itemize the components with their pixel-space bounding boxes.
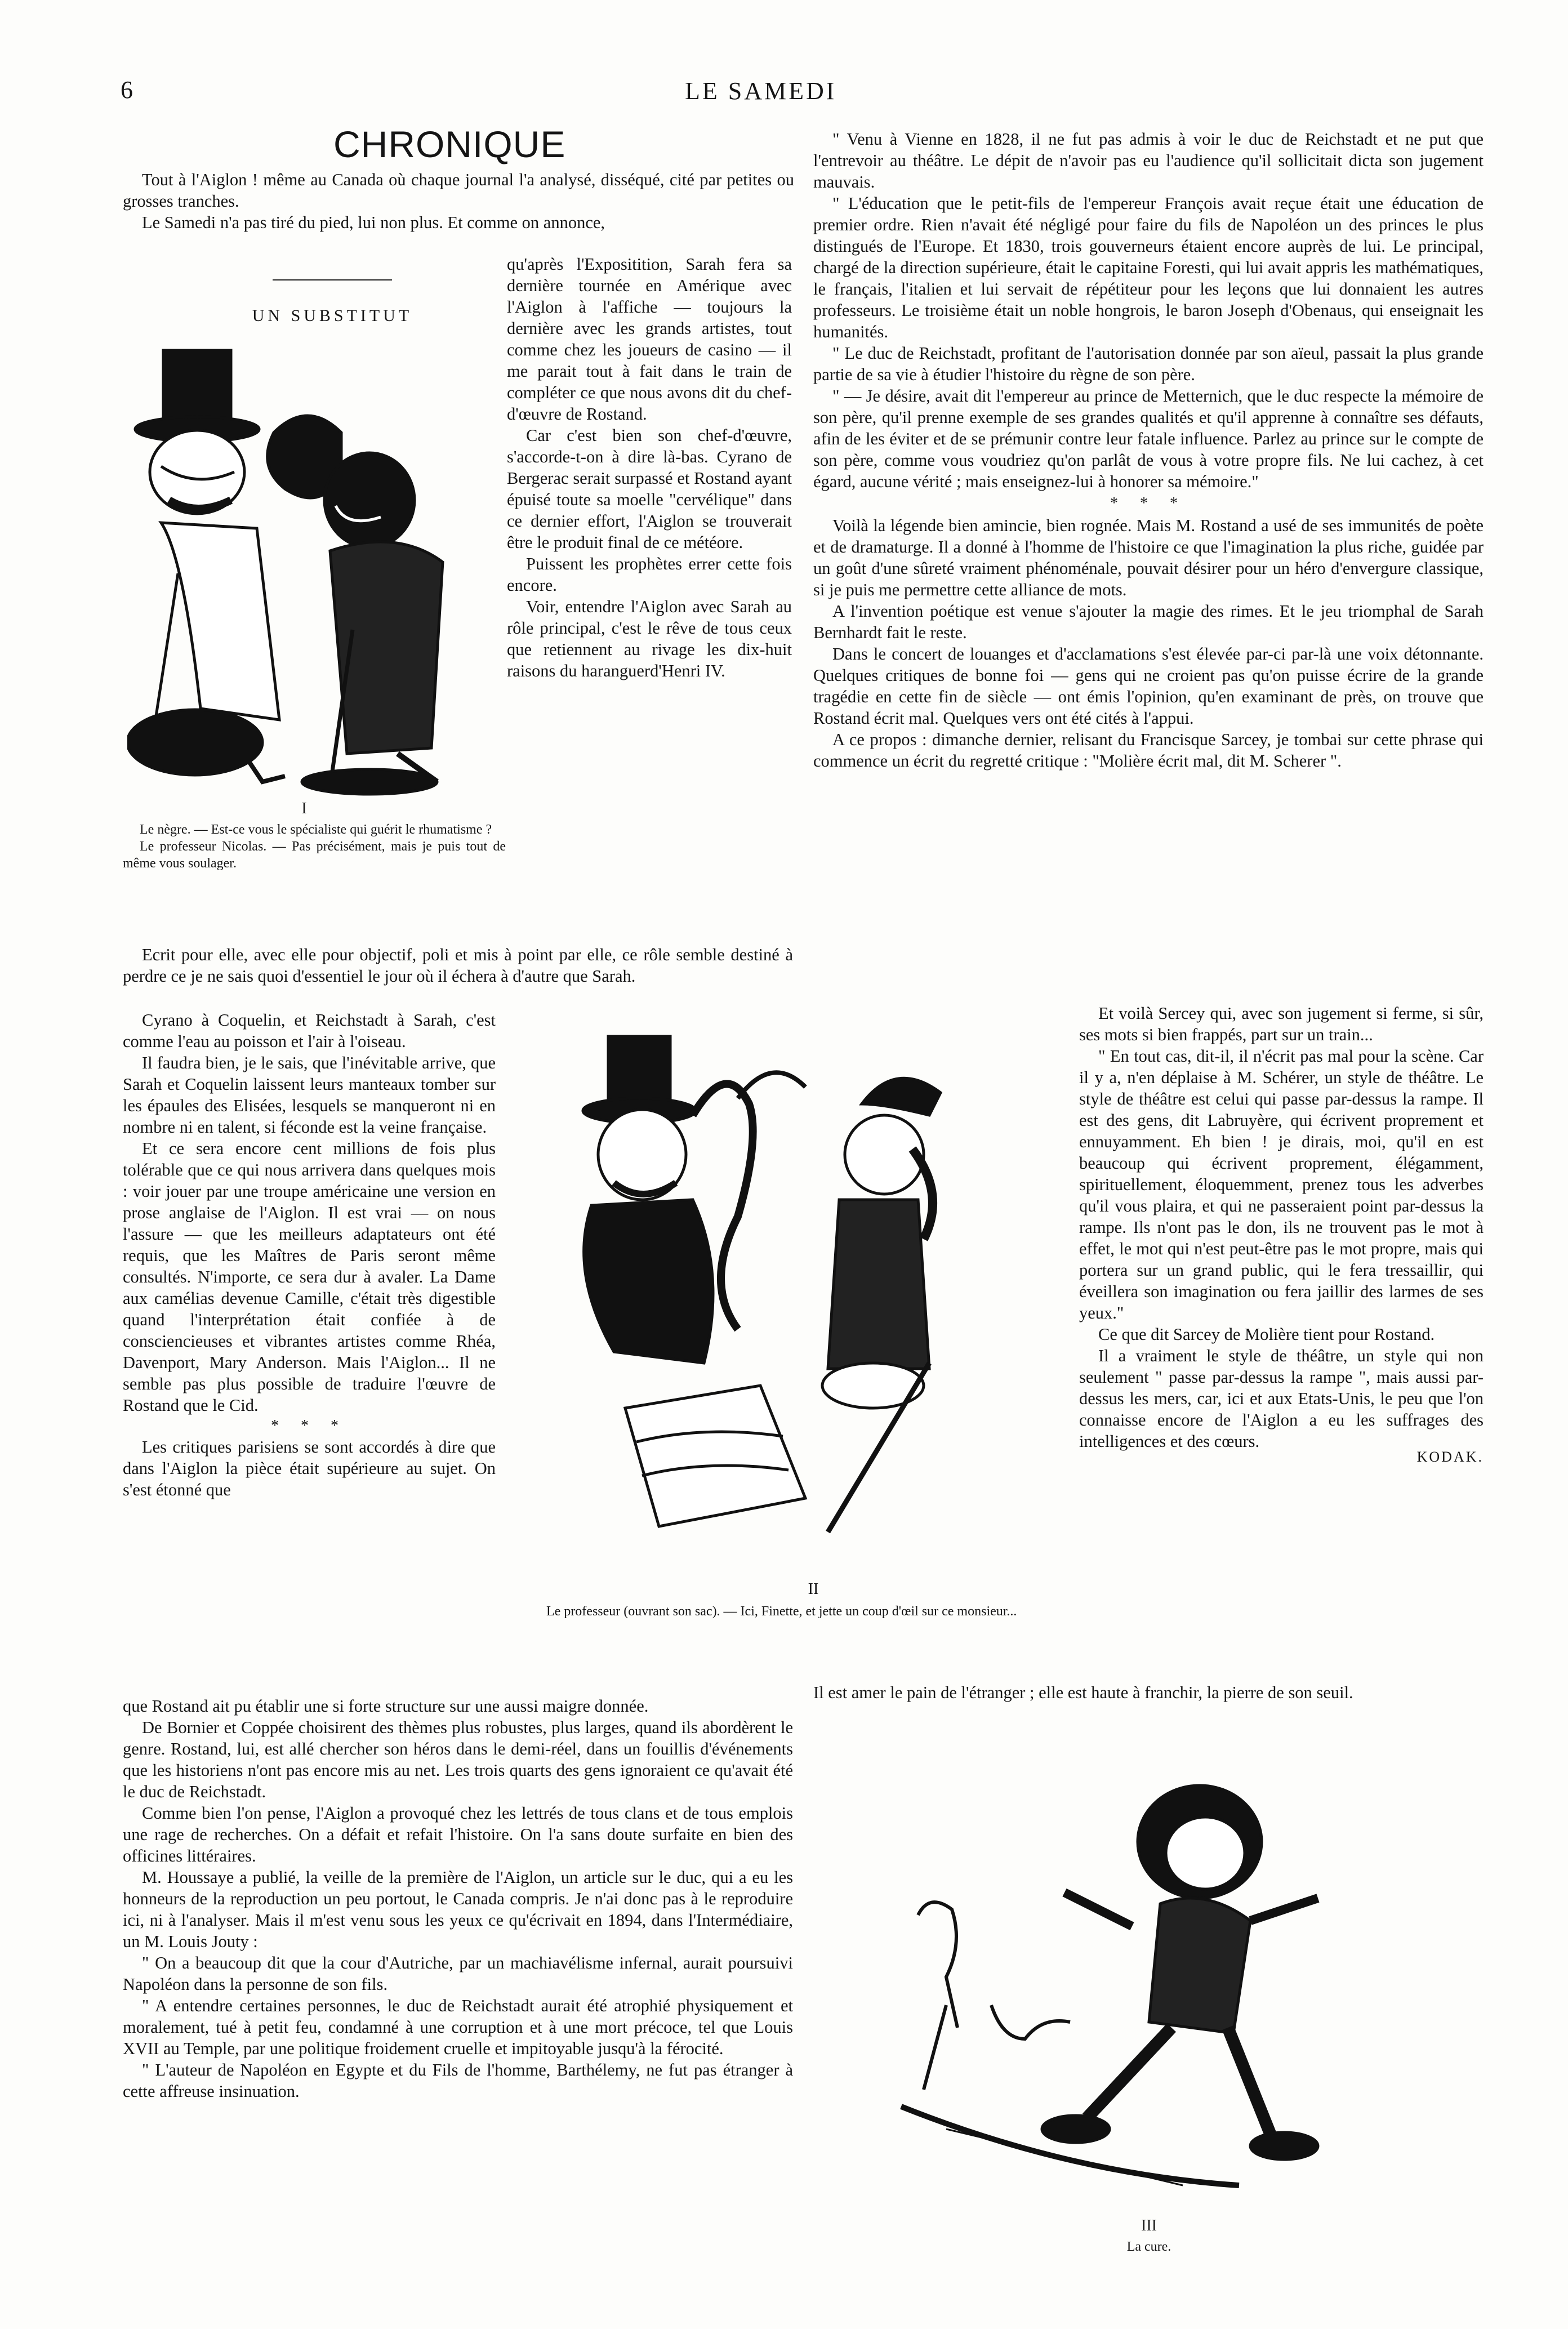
section-stars: * * * xyxy=(271,1417,348,1435)
paragraph: Comme bien l'on pense, l'Aiglon a provoqué chez les lettrés de tous clans et de tous emplois une rage de recherches. On a défait et refait l'histoire. On l'a sans doute surfaite en bien des officines littéraires. xyxy=(123,1803,793,1865)
page-number: 6 xyxy=(121,76,133,104)
paragraph: Il est amer le pain de l'étranger ; elle est haute à franchir, la pierre de son seuil. xyxy=(813,1683,1353,1702)
paragraph: " L'auteur de Napoléon en Egypte et du Fils de l'homme, Barthélemy, ne fut pas étranger à cette affreuse insinuation. xyxy=(123,2060,793,2101)
cartoon-running-man-image xyxy=(867,1769,1431,2208)
paragraph: " Venu à Vienne en 1828, il ne fut pas admis à voir le duc de Reichstadt et ne put que l'entrevoir au théâtre. Le dépit de n'avoir pas eu l'audience qu'il sollicitait dicta son jugement mauvais. xyxy=(813,130,1484,192)
section-stars: * * * xyxy=(1110,495,1187,512)
right-narrow-column xyxy=(1079,1003,1484,1466)
paragraph: Car c'est bien son chef-d'œuvre, s'accorde-t-on à dire là-bas. Cyrano de Bergerac serait surpassé et Rostand ayant épuisé toute sa moelle "cervélique" dans ce dernier effort, l'Aiglon se trouverait être le produit final de ce météore. xyxy=(507,426,792,552)
section-subhead: UN SUBSTITUT xyxy=(252,306,413,325)
paragraph: De Bornier et Coppée choisirent des thèmes plus robustes, plus larges, quand ils abordèrent le genre. Rostand, lui, est allé chercher son héros dans le demi-réel, dans un fouillis d'événements que les historiens n'ont pas encore mis au net. Les trois quarts des gens ignoraient ce qu'avait été le duc de Reichstadt. xyxy=(123,1718,793,1801)
paragraph: Et ce sera encore cent millions de fois plus tolérable que ce qui nous arrivera dans quelques mois : voir jouer par une troupe américaine une version en prose anglaise de l'Aiglon. Il est vrai — on nous l'assure — que les meilleurs adaptateurs ont été requis, que les Maîtres de Paris seront même consultés. N'importe, ce sera dur à avaler. La Dame aux camélias devenue Camille, c'était très digestible quand l'interprétation était confiée à de consciencieuses et vibrantes artistes comme Rhéa, Davenport, Mary Anderson. Mais l'Aiglon... Il ne semble pas plus possible de traduire l'œuvre de Rostand que le Cid. xyxy=(123,1139,496,1415)
caption-text: Le professeur Nicolas. — Pas précisément, mais je puis tout de même vous soulager. xyxy=(123,839,506,871)
paragraph: Le Samedi n'a pas tiré du pied, lui non plus. Et comme on annonce, xyxy=(142,213,605,232)
paragraph: que Rostand ait pu établir une si forte structure sur une aussi maigre donnée. xyxy=(123,1696,649,1716)
newspaper-title: LE SAMEDI xyxy=(685,77,837,105)
paragraph: Il faudra bien, je le sais, que l'inévitable arrive, que Sarah et Coquelin laissent leurs manteaux tomber sur les épaules des Elisées, lesquels se manqueront ni en nombre ni en talent, si féconde est la veine française. xyxy=(123,1053,496,1137)
paragraph: qu'après l'Expositition, Sarah fera sa dernière tournée en Amérique avec l'Aiglon à l'affiche — toujours la dernière avec les grands artistes, tout comme chez les joueurs de casino — il me parait tout à fait dans le train de compléter ce que nous avons dit du chef-d'œuvre de Rostand. xyxy=(507,255,792,424)
left-column-block xyxy=(123,1009,496,1500)
paragraph: Voilà la légende bien amincie, bien rognée. Mais M. Rostand a usé de ses immunités de poète et de dramaturge. Il a donné à l'homme de l'histoire ce que l'imagination la plus riche, guidée par un goût d'une sûreté vraiment phénoménale, pouvait désirer pour un héro d'envergure classique, si je puis me permettre cette alliance de mots. xyxy=(813,516,1484,599)
figure-caption xyxy=(529,1603,1048,1620)
paragraph: A l'invention poétique est venue s'ajouter la magie des rimes. Et le jeu triomphal de Sarah Bernhardt fait le reste. xyxy=(813,602,1484,642)
right-column-top xyxy=(813,128,1484,772)
paragraph: " — Je désire, avait dit l'empereur au prince de Metternich, que le duc respecte la mémoire de son père, qu'il prenne exemple de ses grandes qualités et qu'il apprenne à connaître ses défauts, afin de les éviter et de se prémunir contre leur fatale influence. Parlez au prince sur le compte de son père, comme vous voudriez qu'on parlât de vous à votre propre fils. Ne lui cachez, à cet égard, aucune vérité ; mais enseignez-lui à honorer sa mémoire." xyxy=(813,386,1484,491)
cartoon-professor-opening-bag-image xyxy=(524,1014,1064,1571)
figure-number: II xyxy=(808,1580,819,1598)
page-title: CHRONIQUE xyxy=(333,123,566,165)
paragraph: Ecrit pour elle, avec elle pour objectif, poli et mis à point par elle, ce rôle semble destiné à perdre ce je ne sais quoi d'essentiel le jour où il échera à d'autre que Sarah. xyxy=(123,945,793,986)
paragraph-block xyxy=(123,944,793,987)
paragraph: Et voilà Sercey qui, avec son jugement si ferme, si sûr, ses mots si bien frappés, part sur un train... xyxy=(1079,1004,1484,1044)
figure-number: III xyxy=(1141,2217,1157,2234)
caption-text: Le nègre. — Est-ce vous le spécialiste qui guérit le rhumatisme ? xyxy=(140,822,492,837)
narrow-column xyxy=(507,253,792,682)
paragraph: Les critiques parisiens se sont accordés à dire que dans l'Aiglon la pièce était supérieure au sujet. On s'est étonné que xyxy=(123,1437,496,1499)
author-signature: KODAK. xyxy=(1416,1449,1484,1465)
paragraph: Voir, entendre l'Aiglon avec Sarah au rôle principal, c'est le rêve de tous ceux que retiennent au rivage les dix-huit raisons du haranguerd'Henri IV. xyxy=(507,597,792,680)
illustration-3 xyxy=(867,1769,1431,2208)
caption-text: Le professeur (ouvrant son sac). — Ici, Finette, et jette un coup d'œil sur ce monsieur... xyxy=(546,1604,1017,1619)
paragraph: " En tout cas, dit-il, il n'écrit pas mal pour la scène. Car il y a, n'en déplaise à M. Schérer, un style de théâtre. Le style de théâtre est celui qui passe par-dessus la rampe. Il est des gens, dit Labruyère, qui écrivent proprement et ennuyamment. Eh bien ! je dirais, moi, qu'il en est beaucoup qui écrivent proprement, élégamment, spirituellement, éloquemment, prenez tous les adverbes qu'il vous plaira, et qui ne passeraient point par-dessus la rampe. Ils n'ont pas le don, ils ne trouvent pas le mot à effet, le mot qui n'est peut-être pas le mot propre, mais qui portera sur un grand public, qui le fera tressaillir, qui éveillera son imagination ou fera jaillir des larmes de ses yeux." xyxy=(1079,1047,1484,1322)
right-closing-block xyxy=(813,1682,1484,1703)
illustration-1 xyxy=(127,337,499,799)
figure-number: I xyxy=(301,800,307,817)
paragraph: Ce que dit Sarcey de Molière tient pour Rostand. xyxy=(1098,1325,1435,1344)
left-bottom-block xyxy=(123,1695,793,2102)
paragraph: Tout à l'Aiglon ! même au Canada où chaque journal l'a analysé, disséqué, cité par petites ou grosses tranches. xyxy=(123,170,794,211)
illustration-2 xyxy=(524,1014,1064,1571)
paragraph: " On a beaucoup dit que la cour d'Autriche, par un machiavélisme infernal, aurait poursuivi Napoléon dans la personne de son fils. xyxy=(123,1953,793,1994)
paragraph: Puissent les prophètes errer cette fois encore. xyxy=(507,554,792,595)
paragraph: M. Houssaye a publié, la veille de la première de l'Aiglon, un article sur le duc, qui a eu les honneurs de la reproduction un peu portout, le Canada compris. Je n'ai donc pas à le reproduire ici, ni à l'analyser. Mais il m'est venu sous les yeux ce qu'écrivait en 1894, dans l'Intermédiaire, un M. Louis Jouty : xyxy=(123,1868,793,1951)
paragraph: A ce propos : dimanche dernier, relisant du Francisque Sarcey, je tombai sur cette phrase qui commence un écrit du regretté critique : "Molière écrit mal, dit M. Scherer ". xyxy=(813,730,1484,771)
figure-caption: La cure. xyxy=(1126,2239,1171,2254)
paragraph: Cyrano à Coquelin, et Reichstadt à Sarah, c'est comme l'eau au poisson et l'air à l'oiseau. xyxy=(123,1010,496,1051)
paragraph: " L'éducation que le petit-fils de l'empereur François avait reçue était une éducation de premier ordre. Rien n'avait été négligé pour faire du fils de Napoléon un des princes le plus distingués de l'Europe. Et 1830, trois gouverneurs étaient encore auprès de lui. Le principal, chargé de la direction supérieure, était le capitaine Foresti, qui lui avait appris les mathématiques, le français, l'italien et lui servait de répétiteur pour les leçons que lui donnaient les autres professeurs. Le troisième était un noble hongrois, le baron Joseph d'Obenaus, qui enseignait les humanités. xyxy=(813,194,1484,341)
paragraph: Il a vraiment le style de théâtre, un style qui non seulement " passe par-dessus la rampe ", mais aussi par-dessus les mers, car, ici et aux Etats-Unis, le peu que l'on connaisse encore de l'Aiglon a eu les suffrages des intelligences et des cœurs. xyxy=(1079,1346,1484,1451)
intro-block xyxy=(123,169,794,233)
paragraph: " Le duc de Reichstadt, profitant de l'autorisation donnée par son aïeul, passait la plus grande partie de sa vie à étudier l'histoire du règne de son père. xyxy=(813,344,1484,384)
section-divider xyxy=(273,279,392,280)
paragraph: Dans le concert de louanges et d'acclamations s'est élevée par-ci par-là une voix détonnante. Quelques critiques de bonne foi — gens qui ne croient pas qu'on puisse écrire de la grande tragédie en cette fin de siècle — ont émis l'opinion, qu'en examinant de près, on trouve que Rostand écrit mal. Quelques vers ont été cités à l'appui. xyxy=(813,644,1484,728)
cartoon-doctor-and-patient-image xyxy=(127,337,499,799)
figure-caption xyxy=(123,821,506,872)
paragraph: " A entendre certaines personnes, le duc de Reichstadt aurait été atrophié physiquement et moralement, tué à petit feu, condamné à une corruption et à une mort précoce, tel que Louis XVII au Temple, par une politique froidement cruelle et impitoyable jusqu'à la férocité. xyxy=(123,1996,793,2058)
